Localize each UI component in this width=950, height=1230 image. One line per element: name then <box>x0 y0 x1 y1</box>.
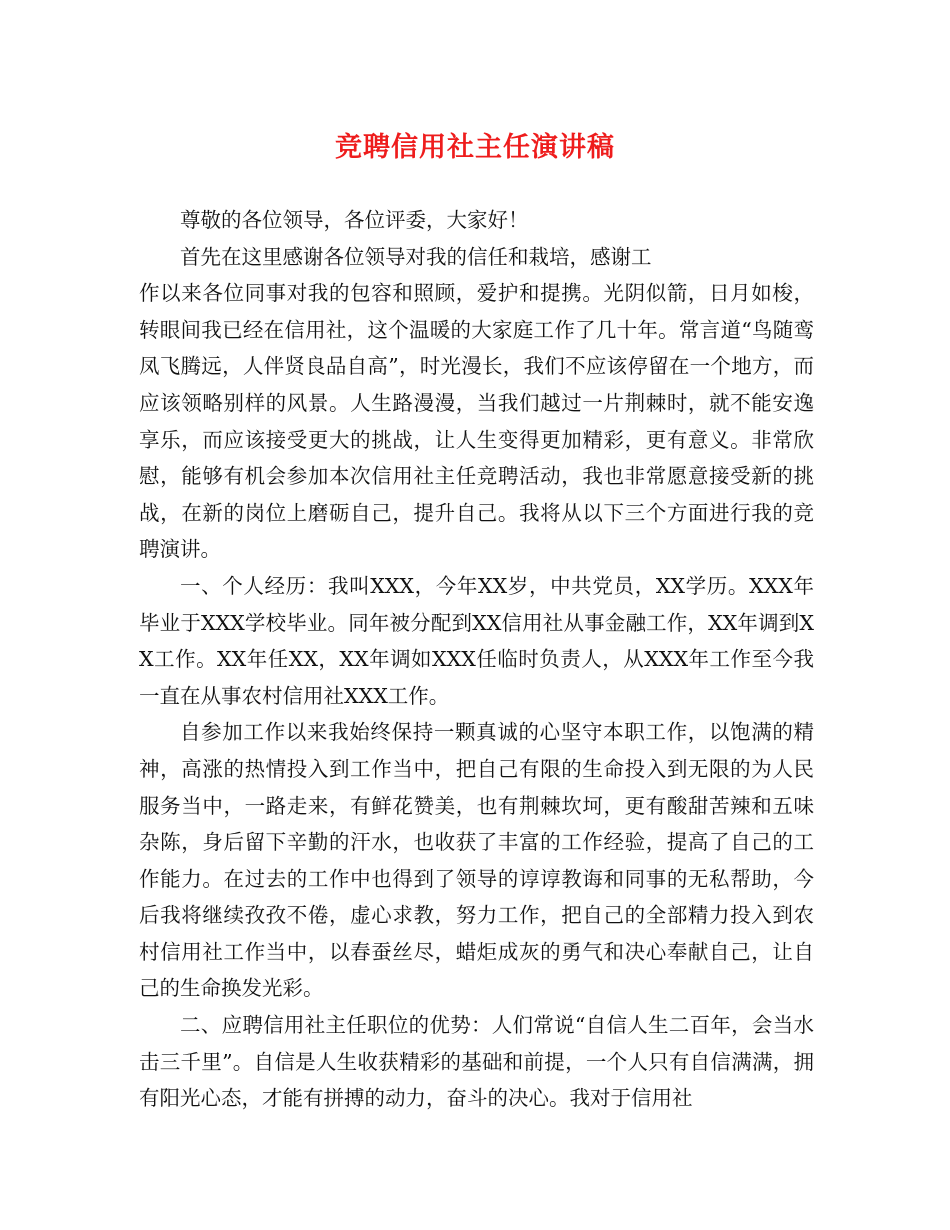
paragraph-introduction: 作以来各位同事对我的包容和照顾，爱护和提携。光阴似箭，日月如梭，转眼间我已经在信用社，这个温暖的大家庭工作了几十年。常言道“鸟随鸾凤飞腾远，人伴贤良品自高”，时光漫长，我们不应该停留在一个地方，而应该领略别样的风景。人生路漫漫，当我们越过一片荆棘时，就不能安逸享乐，而应该接受更大的挑战，让人生变得更加精彩，更有意义。非常欣慰，能够有机会参加本次信用社主任竞聘活动，我也非常愿意接受新的挑战，在新的岗位上磨砺自己，提升自己。我将从以下三个方面进行我的竞聘演讲。 <box>139 281 814 562</box>
paragraph-advantages: 二、应聘信用社主任职位的优势：人们常说“自信人生二百年，会当水击三千里”。自信是人生收获精彩的基础和前提，一个人只有自信满满，拥有阳光心态，才能有拼搏的动力，奋斗的决心。我对于信用社 <box>139 1013 814 1111</box>
paragraph-thanks: 首先在这里感谢各位领导对我的信任和栽培，感谢工 <box>180 244 652 269</box>
paragraph-work-attitude: 自参加工作以来我始终保持一颗真诚的心坚守本职工作，以饱满的精神，高涨的热情投入到工作当中，把自己有限的生命投入到无限的为人民服务当中，一路走来，有鲜花赞美，也有荆棘坎坷，更有酸甜苦辣和五味杂陈，身后留下辛勤的汗水，也收获了丰富的工作经验，提高了自己的工作能力。在过去的工作中也得到了领导的谆谆教诲和同事的无私帮助，今后我将继续孜孜不倦，虚心求教，努力工作，把自己的全部精力投入到农村信用社工作当中，以春蚕丝尽，蜡炬成灰的勇气和决心奉献自己，让自己的生命换发光彩。 <box>139 720 814 1001</box>
document-title: 竞聘信用社主任演讲稿 <box>335 132 615 163</box>
paragraph-greeting: 尊敬的各位领导，各位评委，大家好！ <box>180 208 529 232</box>
document-body <box>139 202 814 1117</box>
paragraph-personal-experience: 一、个人经历：我叫XXX，今年XX岁，中共党员，XX学历。XXX年毕业于XXX学校毕业。同年被分配到XX信用社从事金融工作，XX年调到XX工作。XX年任XX，XX年调如XXX任临时负责人，从XXX年工作至今我一直在从事农村信用社XXX工作。 <box>139 573 814 708</box>
